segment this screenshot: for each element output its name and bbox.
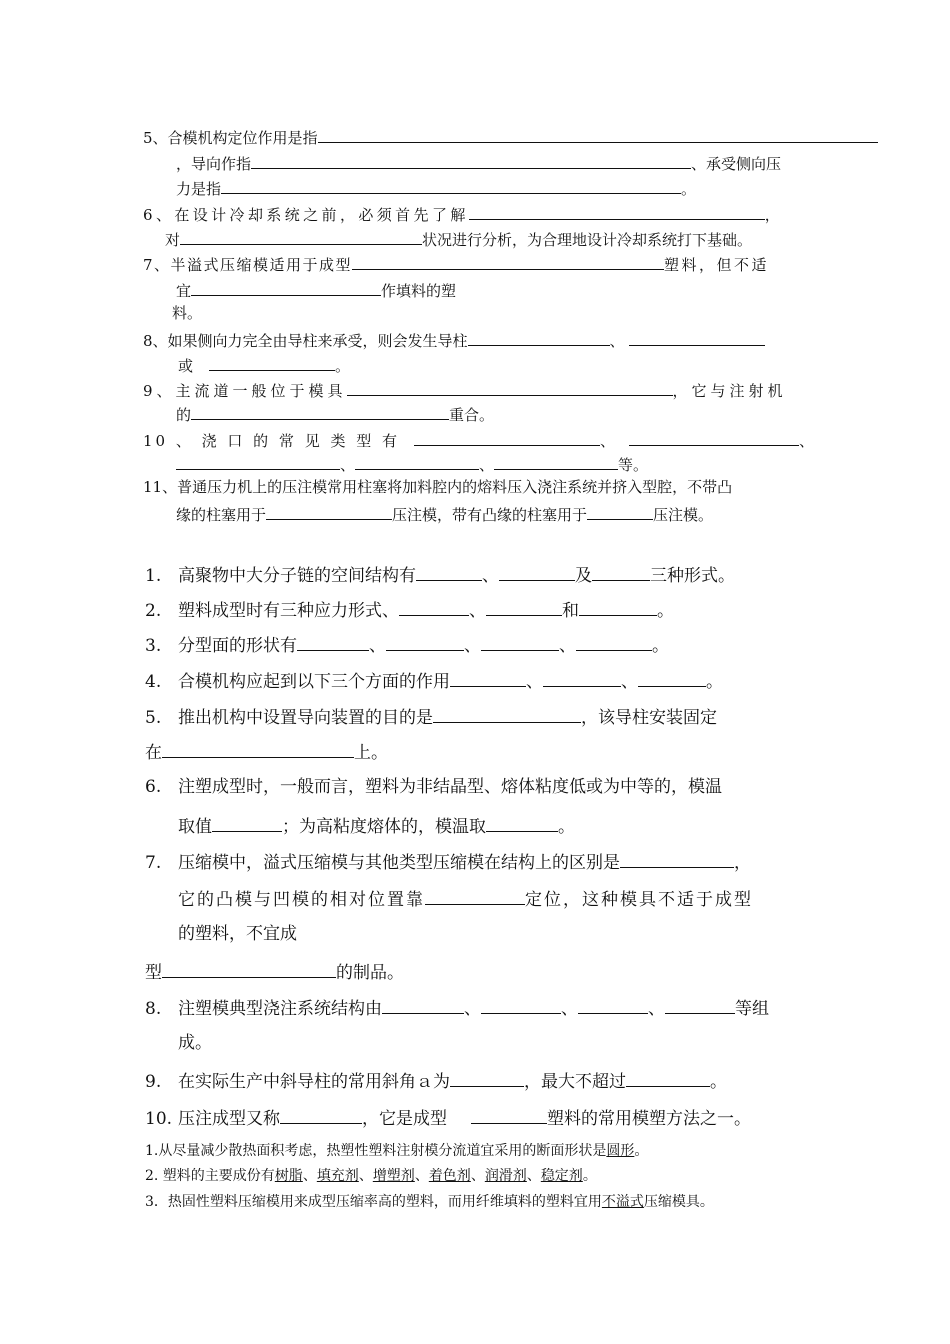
blank[interactable] — [638, 671, 706, 687]
answer: 圆形 — [606, 1143, 635, 1159]
s1-q7-line1: 7、半溢式压缩模适用于成型 塑料，但不适 — [143, 256, 770, 274]
blank[interactable] — [280, 1108, 362, 1124]
blank[interactable] — [469, 205, 765, 220]
s1-q7-line2: 宜 作填料的塑 — [176, 282, 457, 300]
blank[interactable] — [579, 600, 657, 616]
answer: 不溢式 — [601, 1194, 644, 1210]
s3-a2: 2. 塑料的主要成份有树脂、填充剂、增塑剂、着色剂、润滑剂、稳定剂。 — [145, 1168, 597, 1184]
s2-q10: 10. 压注成型又称 ，它是成型 塑料的常用模塑方法之一。 — [145, 1109, 751, 1129]
s1-q5-text: 5、合模机构定位作用是指 — [143, 129, 318, 147]
s2-q7-line3: 的塑料，不宜成 — [178, 924, 297, 944]
blank[interactable] — [266, 505, 392, 520]
blank[interactable] — [209, 356, 335, 371]
s2-q7-line2: 它的凸模与凹模的相对位置靠 定位，这种模具不适于成型 — [178, 890, 753, 910]
blank[interactable] — [471, 1108, 547, 1124]
s2-q7-line4: 型 的制品。 — [145, 963, 404, 983]
answer: 着色剂 — [428, 1168, 471, 1184]
blank[interactable] — [665, 998, 735, 1014]
s2-q8-line1: 8. 注塑模典型浇注系统结构由 、 、 、 等组 — [145, 999, 769, 1019]
blank[interactable] — [416, 565, 482, 581]
s1-q10-line2: 、 、 等。 — [176, 455, 648, 473]
blank[interactable] — [629, 431, 799, 446]
s2-q1: 1. 高聚物中大分子链的空间结构有 、 及 三种形式。 — [145, 566, 735, 586]
blank[interactable] — [626, 1071, 710, 1087]
answer: 润滑剂 — [484, 1168, 527, 1184]
s1-q11-line1: 11、普通压力机上的压注模常用柱塞将加料腔内的熔料压入浇注系统并挤入型腔，不带凸 — [143, 478, 733, 496]
blank[interactable] — [629, 331, 765, 346]
blank[interactable] — [191, 281, 381, 296]
blank[interactable] — [352, 255, 664, 270]
blank[interactable] — [486, 600, 562, 616]
blank[interactable] — [355, 455, 479, 470]
blank[interactable] — [499, 565, 575, 581]
answer: 增塑剂 — [372, 1168, 415, 1184]
s3-a3: 3．热固性塑料压缩模用来成型压缩率高的塑料，而用纤维填料的塑料宜用不溢式压缩模具。 — [145, 1194, 714, 1210]
blank[interactable] — [162, 962, 336, 978]
blank[interactable] — [486, 816, 558, 832]
blank[interactable] — [433, 707, 581, 723]
s1-q8-line1: 8、如果侧向力完全由导柱来承受，则会发生导柱 、 — [143, 331, 765, 349]
s1-q5-line2: ，导向作指 、承受侧向压 — [176, 155, 782, 173]
s2-q6-line1: 6. 注塑成型时，一般而言，塑料为非结晶型、熔体粘度低或为中等的，模温 — [145, 777, 722, 797]
blank[interactable] — [425, 889, 525, 905]
blank[interactable] — [382, 998, 464, 1014]
blank[interactable] — [468, 331, 610, 346]
blank[interactable] — [576, 635, 652, 651]
s2-q4: 4. 合模机构应起到以下三个方面的作用 、 、 。 — [145, 672, 723, 692]
blank[interactable] — [221, 179, 681, 194]
blank[interactable] — [592, 565, 650, 581]
blank[interactable] — [162, 742, 354, 758]
s1-q10-line1: 10 、 浇 口 的 常 见 类 型 有 、 、 — [143, 432, 815, 450]
s3-a1: 1.从尽量减少散热面积考虑，热塑性塑料注射模分流道宜采用的断面形状是圆形。 — [145, 1143, 649, 1159]
blank[interactable] — [494, 455, 618, 470]
blank[interactable] — [180, 230, 422, 245]
answer: 填充剂 — [316, 1168, 359, 1184]
blank[interactable] — [318, 128, 878, 143]
blank[interactable] — [251, 154, 691, 169]
blank[interactable] — [620, 852, 734, 868]
s1-q5-line3: 力是指 。 — [176, 180, 697, 198]
s2-q7-line1: 7. 压缩模中，溢式压缩模与其他类型压缩模在结构上的区别是 ， — [145, 853, 751, 873]
s2-q5-line1: 5. 推出机构中设置导向装置的目的是 ，该导柱安装固定 — [145, 708, 717, 728]
s1-q5-line1 — [143, 128, 878, 146]
blank[interactable] — [450, 1071, 524, 1087]
blank[interactable] — [212, 816, 282, 832]
s2-q3: 3. 分型面的形状有 、 、 、 。 — [145, 636, 669, 656]
blank[interactable] — [481, 998, 561, 1014]
s2-q6-line2: 取值 ；为高粘度熔体的，模温取 。 — [178, 817, 575, 837]
blank[interactable] — [297, 635, 369, 651]
answer: 稳定剂 — [540, 1168, 583, 1184]
s1-q8-line2: 或 。 — [178, 357, 351, 375]
blank[interactable] — [587, 505, 653, 520]
s2-q8-line2: 成。 — [178, 1033, 212, 1053]
s1-q9-line1: 9、主流道一般位于模具 ，它与注射机 — [143, 382, 787, 400]
blank[interactable] — [176, 455, 340, 470]
s2-q5-line2: 在 上。 — [145, 743, 388, 763]
blank[interactable] — [481, 635, 559, 651]
blank[interactable] — [414, 431, 600, 446]
blank[interactable] — [191, 405, 449, 420]
s1-q7-line3: 料。 — [172, 304, 203, 322]
blank[interactable] — [450, 671, 526, 687]
blank[interactable] — [543, 671, 621, 687]
s2-q9: 9. 在实际生产中斜导柱的常用斜角ａ为 ，最大不超过 。 — [145, 1072, 727, 1092]
answer: 树脂 — [274, 1168, 303, 1184]
s1-q11-line2: 缘的柱塞用于 压注模，带有凸缘的柱塞用于 压注模。 — [176, 506, 714, 524]
blank[interactable] — [347, 381, 673, 396]
s1-q6-line2: 对 状况进行分析，为合理地设计冷却系统打下基础。 — [165, 231, 753, 249]
blank[interactable] — [386, 635, 464, 651]
s1-q9-line2: 的 重合。 — [176, 406, 495, 424]
s2-q2: 2. 塑料成型时有三种应力形式、 、 和 。 — [145, 601, 674, 621]
blank[interactable] — [578, 998, 648, 1014]
blank[interactable] — [399, 600, 469, 616]
s1-q6-line1: 6、在设计冷却系统之前，必须首先了解 ， — [143, 206, 780, 224]
